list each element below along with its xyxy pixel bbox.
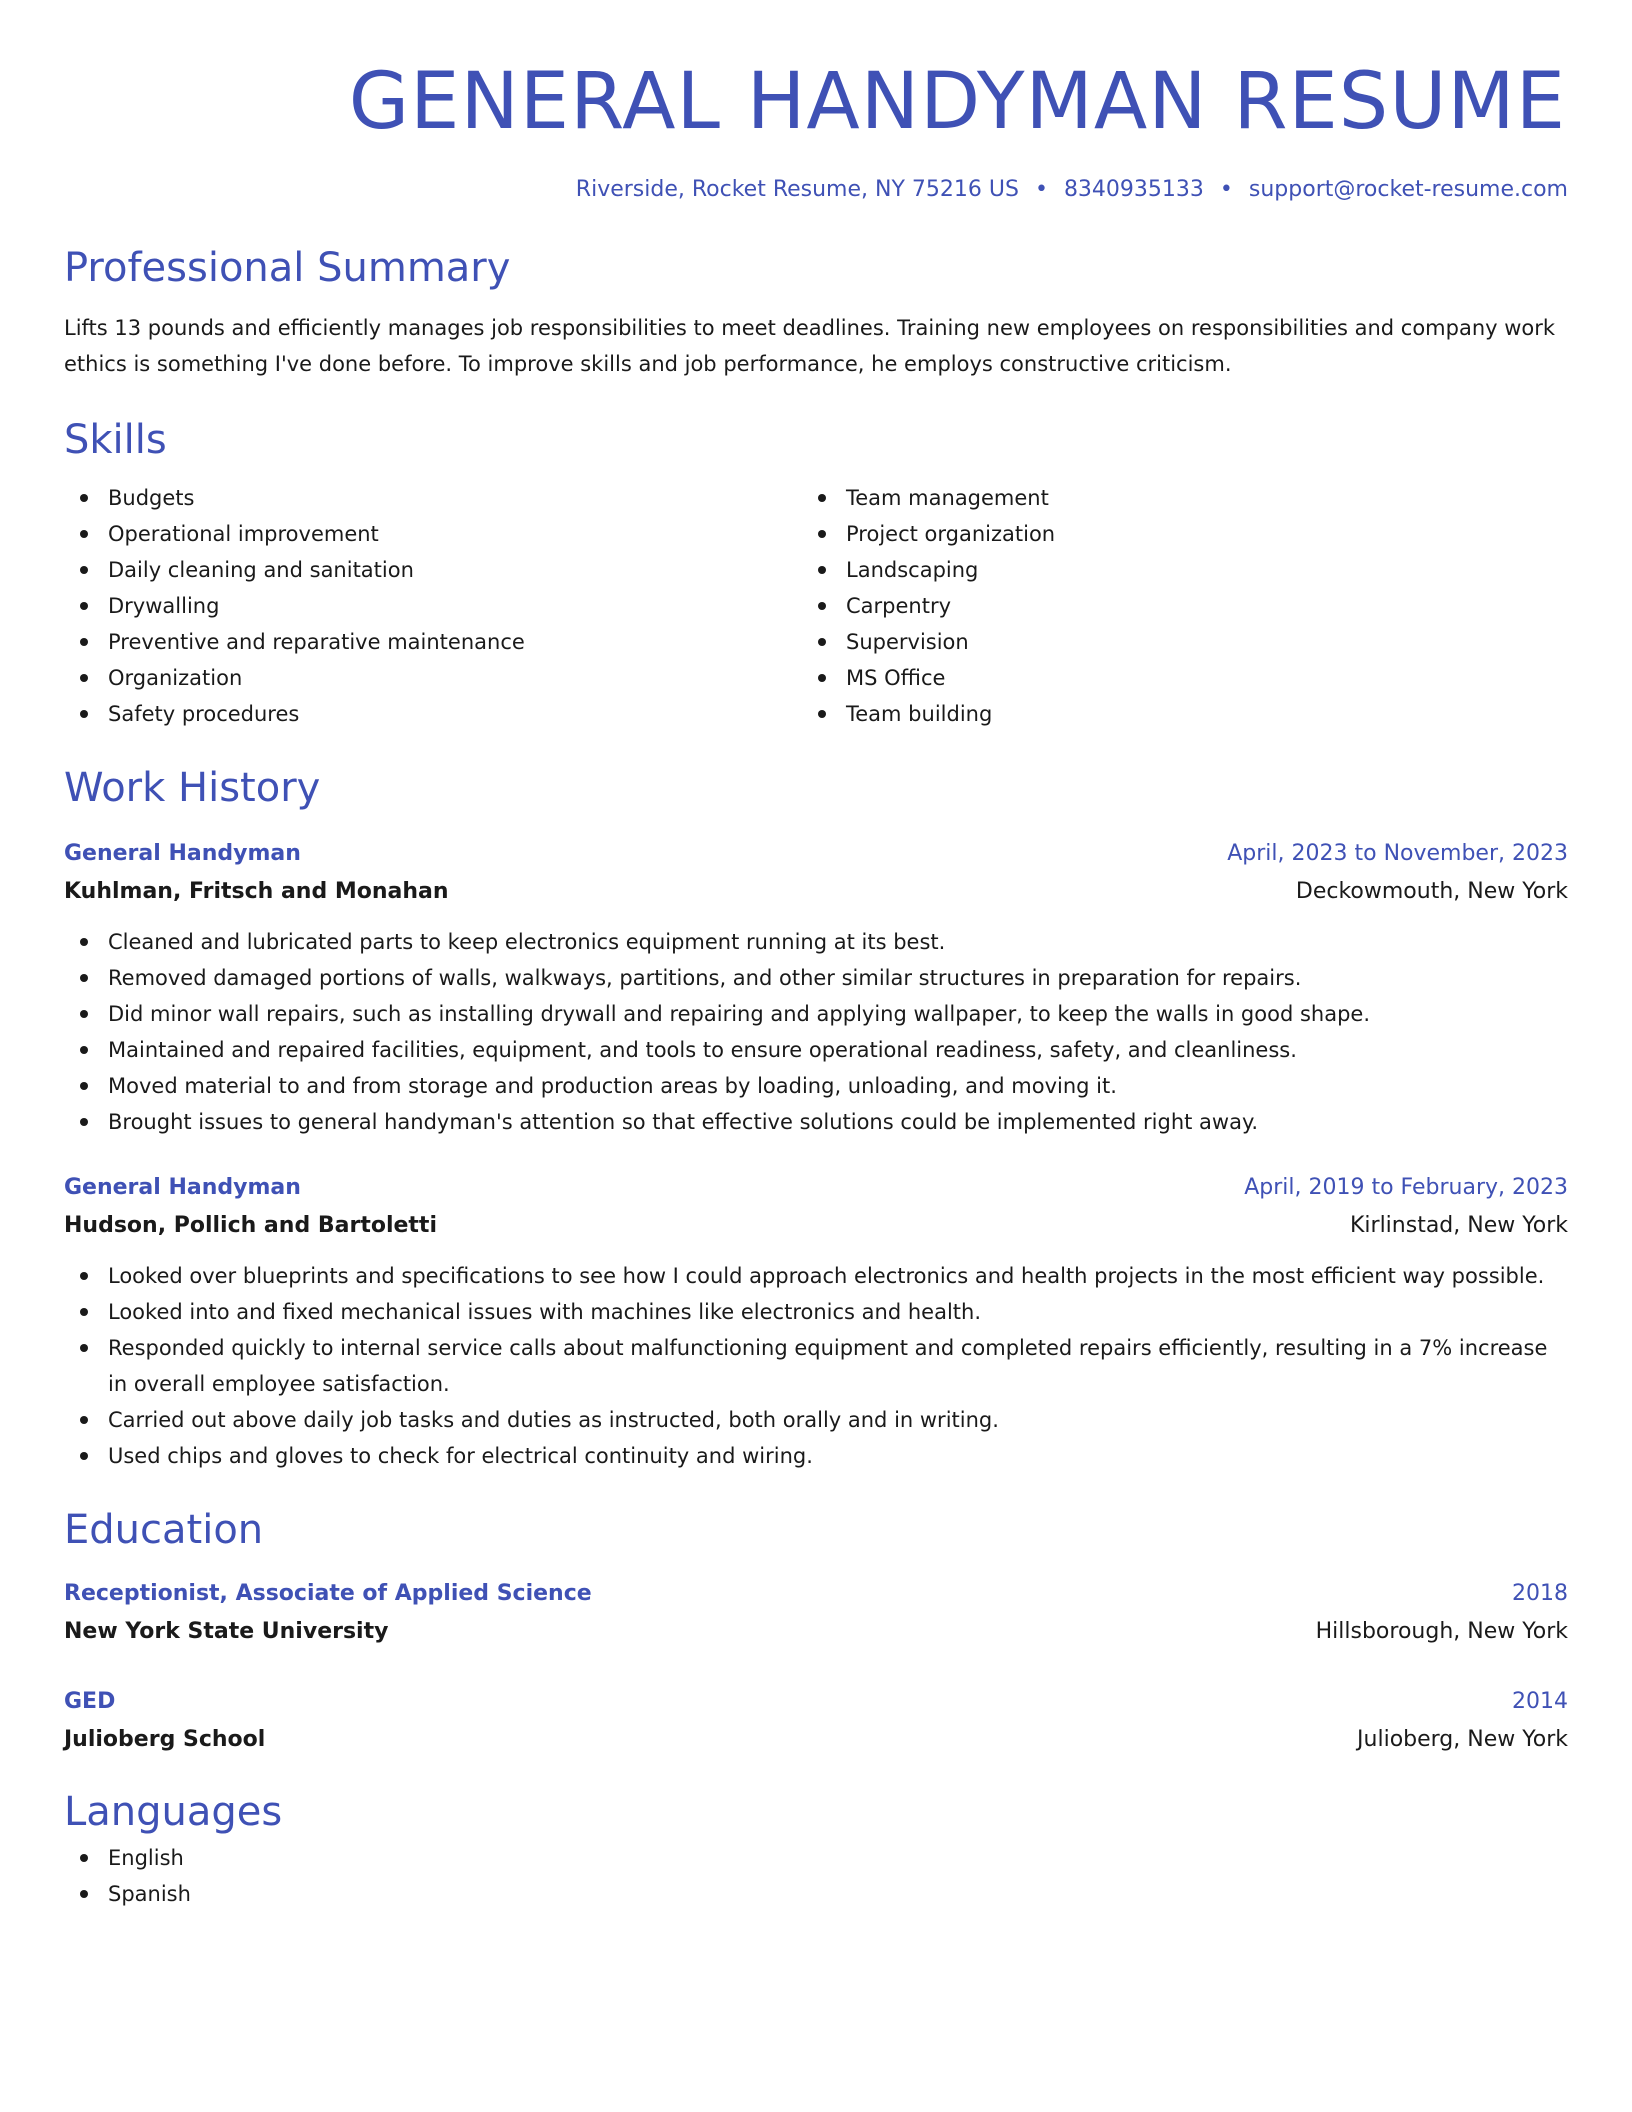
- skill-item: Project organization: [802, 516, 1540, 552]
- separator-dot: •: [1034, 177, 1048, 202]
- education-location: Hillsborough, New York: [1315, 1619, 1568, 1644]
- skill-item: MS Office: [802, 660, 1540, 696]
- job-dates: April, 2019 to February, 2023: [1244, 1175, 1568, 1200]
- job-dates: April, 2023 to November, 2023: [1227, 841, 1568, 866]
- skills-list-right: [802, 480, 1540, 732]
- education-year: 2018: [1512, 1581, 1568, 1606]
- education-header-row: [64, 1684, 1568, 1720]
- job-bullet: Looked over blueprints and specifications to see how I could approach electronics and health projects in the most efficient way possible.: [64, 1258, 1568, 1294]
- education-school: Julioberg School: [64, 1727, 266, 1752]
- contact-line: [64, 174, 1568, 206]
- job-bullet: Removed damaged portions of walls, walkways, partitions, and other similar structures in preparation for repairs.: [64, 960, 1568, 996]
- summary-text: Lifts 13 pounds and efficiently manages job responsibilities to meet deadlines. Training new employees on responsibilities and company work ethics is something I've done before. To improve skills and job performance, he employs constructive criticism.: [64, 316, 1556, 376]
- job-bullet: Carried out above daily job tasks and duties as instructed, both orally and in writing.: [64, 1402, 1568, 1438]
- education-year: 2014: [1512, 1689, 1568, 1714]
- education-heading: Education: [64, 1507, 264, 1553]
- education-school-row: [64, 1612, 1568, 1652]
- education-location: Julioberg, New York: [1357, 1727, 1568, 1752]
- languages-heading: Languages: [64, 1789, 283, 1835]
- skill-item: Drywalling: [64, 588, 802, 624]
- skill-item: Budgets: [64, 480, 802, 516]
- job-bullet: Used chips and gloves to check for electrical continuity and wiring.: [64, 1438, 1568, 1474]
- job-company-row: [64, 872, 1568, 912]
- job-location: Kirlinstad, New York: [1349, 1213, 1568, 1238]
- resume-title: GENERAL HANDYMAN RESUME: [348, 57, 1566, 147]
- summary-heading: Professional Summary: [64, 245, 511, 291]
- skills-column-right: [802, 480, 1540, 732]
- skill-item: Safety procedures: [64, 696, 802, 732]
- job-bullet: Moved material to and from storage and production areas by loading, unloading, and moving it.: [64, 1068, 1568, 1104]
- skill-item: Organization: [64, 660, 802, 696]
- job-entry: [64, 1170, 1568, 1474]
- separator-dot: •: [1219, 177, 1233, 202]
- job-header-row: [64, 836, 1568, 872]
- skill-item: Daily cleaning and sanitation: [64, 552, 802, 588]
- language-item: English: [64, 1840, 1568, 1876]
- skill-item: Landscaping: [802, 552, 1540, 588]
- job-bullet: Responded quickly to internal service calls about malfunctioning equipment and completed repairs efficiently, resulting in a 7% increase in overall employee satisfaction.: [64, 1330, 1568, 1402]
- skill-item: Team management: [802, 480, 1540, 516]
- skills-grid: [64, 480, 1568, 732]
- job-entry: [64, 836, 1568, 1140]
- job-header-row: [64, 1170, 1568, 1206]
- job-bullet: Looked into and fixed mechanical issues with machines like electronics and health.: [64, 1294, 1568, 1330]
- skill-item: Team building: [802, 696, 1540, 732]
- skill-item: Carpentry: [802, 588, 1540, 624]
- job-role: General Handyman: [64, 841, 301, 866]
- education-school-row: [64, 1720, 1568, 1760]
- job-bullets: [64, 924, 1568, 1140]
- job-bullet: Cleaned and lubricated parts to keep electronics equipment running at its best.: [64, 924, 1568, 960]
- job-bullets: [64, 1258, 1568, 1474]
- skills-list-left: [64, 480, 802, 732]
- skills-heading: Skills: [64, 417, 167, 463]
- education-entry: [64, 1576, 1568, 1652]
- job-bullet: Maintained and repaired facilities, equipment, and tools to ensure operational readiness, safety, and cleanliness.: [64, 1032, 1568, 1068]
- education-entry: [64, 1684, 1568, 1760]
- job-company-row: [64, 1206, 1568, 1246]
- email-link[interactable]: support@rocket-resume.com: [1248, 177, 1568, 202]
- job-bullet: Brought issues to general handyman's attention so that effective solutions could be implemented right away.: [64, 1104, 1568, 1140]
- language-item: Spanish: [64, 1876, 1568, 1912]
- skill-item: Supervision: [802, 624, 1540, 660]
- education-degree: GED: [64, 1689, 116, 1714]
- address-text: Riverside, Rocket Resume, NY 75216 US: [575, 177, 1019, 202]
- education-degree: Receptionist, Associate of Applied Science: [64, 1581, 592, 1606]
- job-location: Deckowmouth, New York: [1295, 879, 1568, 904]
- languages-list: [64, 1840, 1568, 1912]
- job-role: General Handyman: [64, 1175, 301, 1200]
- job-bullet: Did minor wall repairs, such as installing drywall and repairing and applying wallpaper, to keep the walls in good shape.: [64, 996, 1568, 1032]
- skills-column-left: [64, 480, 802, 732]
- work-history-heading: Work History: [64, 765, 321, 811]
- phone-text: 8340935133: [1063, 177, 1204, 202]
- skill-item: Preventive and reparative maintenance: [64, 624, 802, 660]
- education-school: New York State University: [64, 1619, 389, 1644]
- skill-item: Operational improvement: [64, 516, 802, 552]
- job-company: Hudson, Pollich and Bartoletti: [64, 1213, 437, 1238]
- education-header-row: [64, 1576, 1568, 1612]
- job-company: Kuhlman, Fritsch and Monahan: [64, 879, 449, 904]
